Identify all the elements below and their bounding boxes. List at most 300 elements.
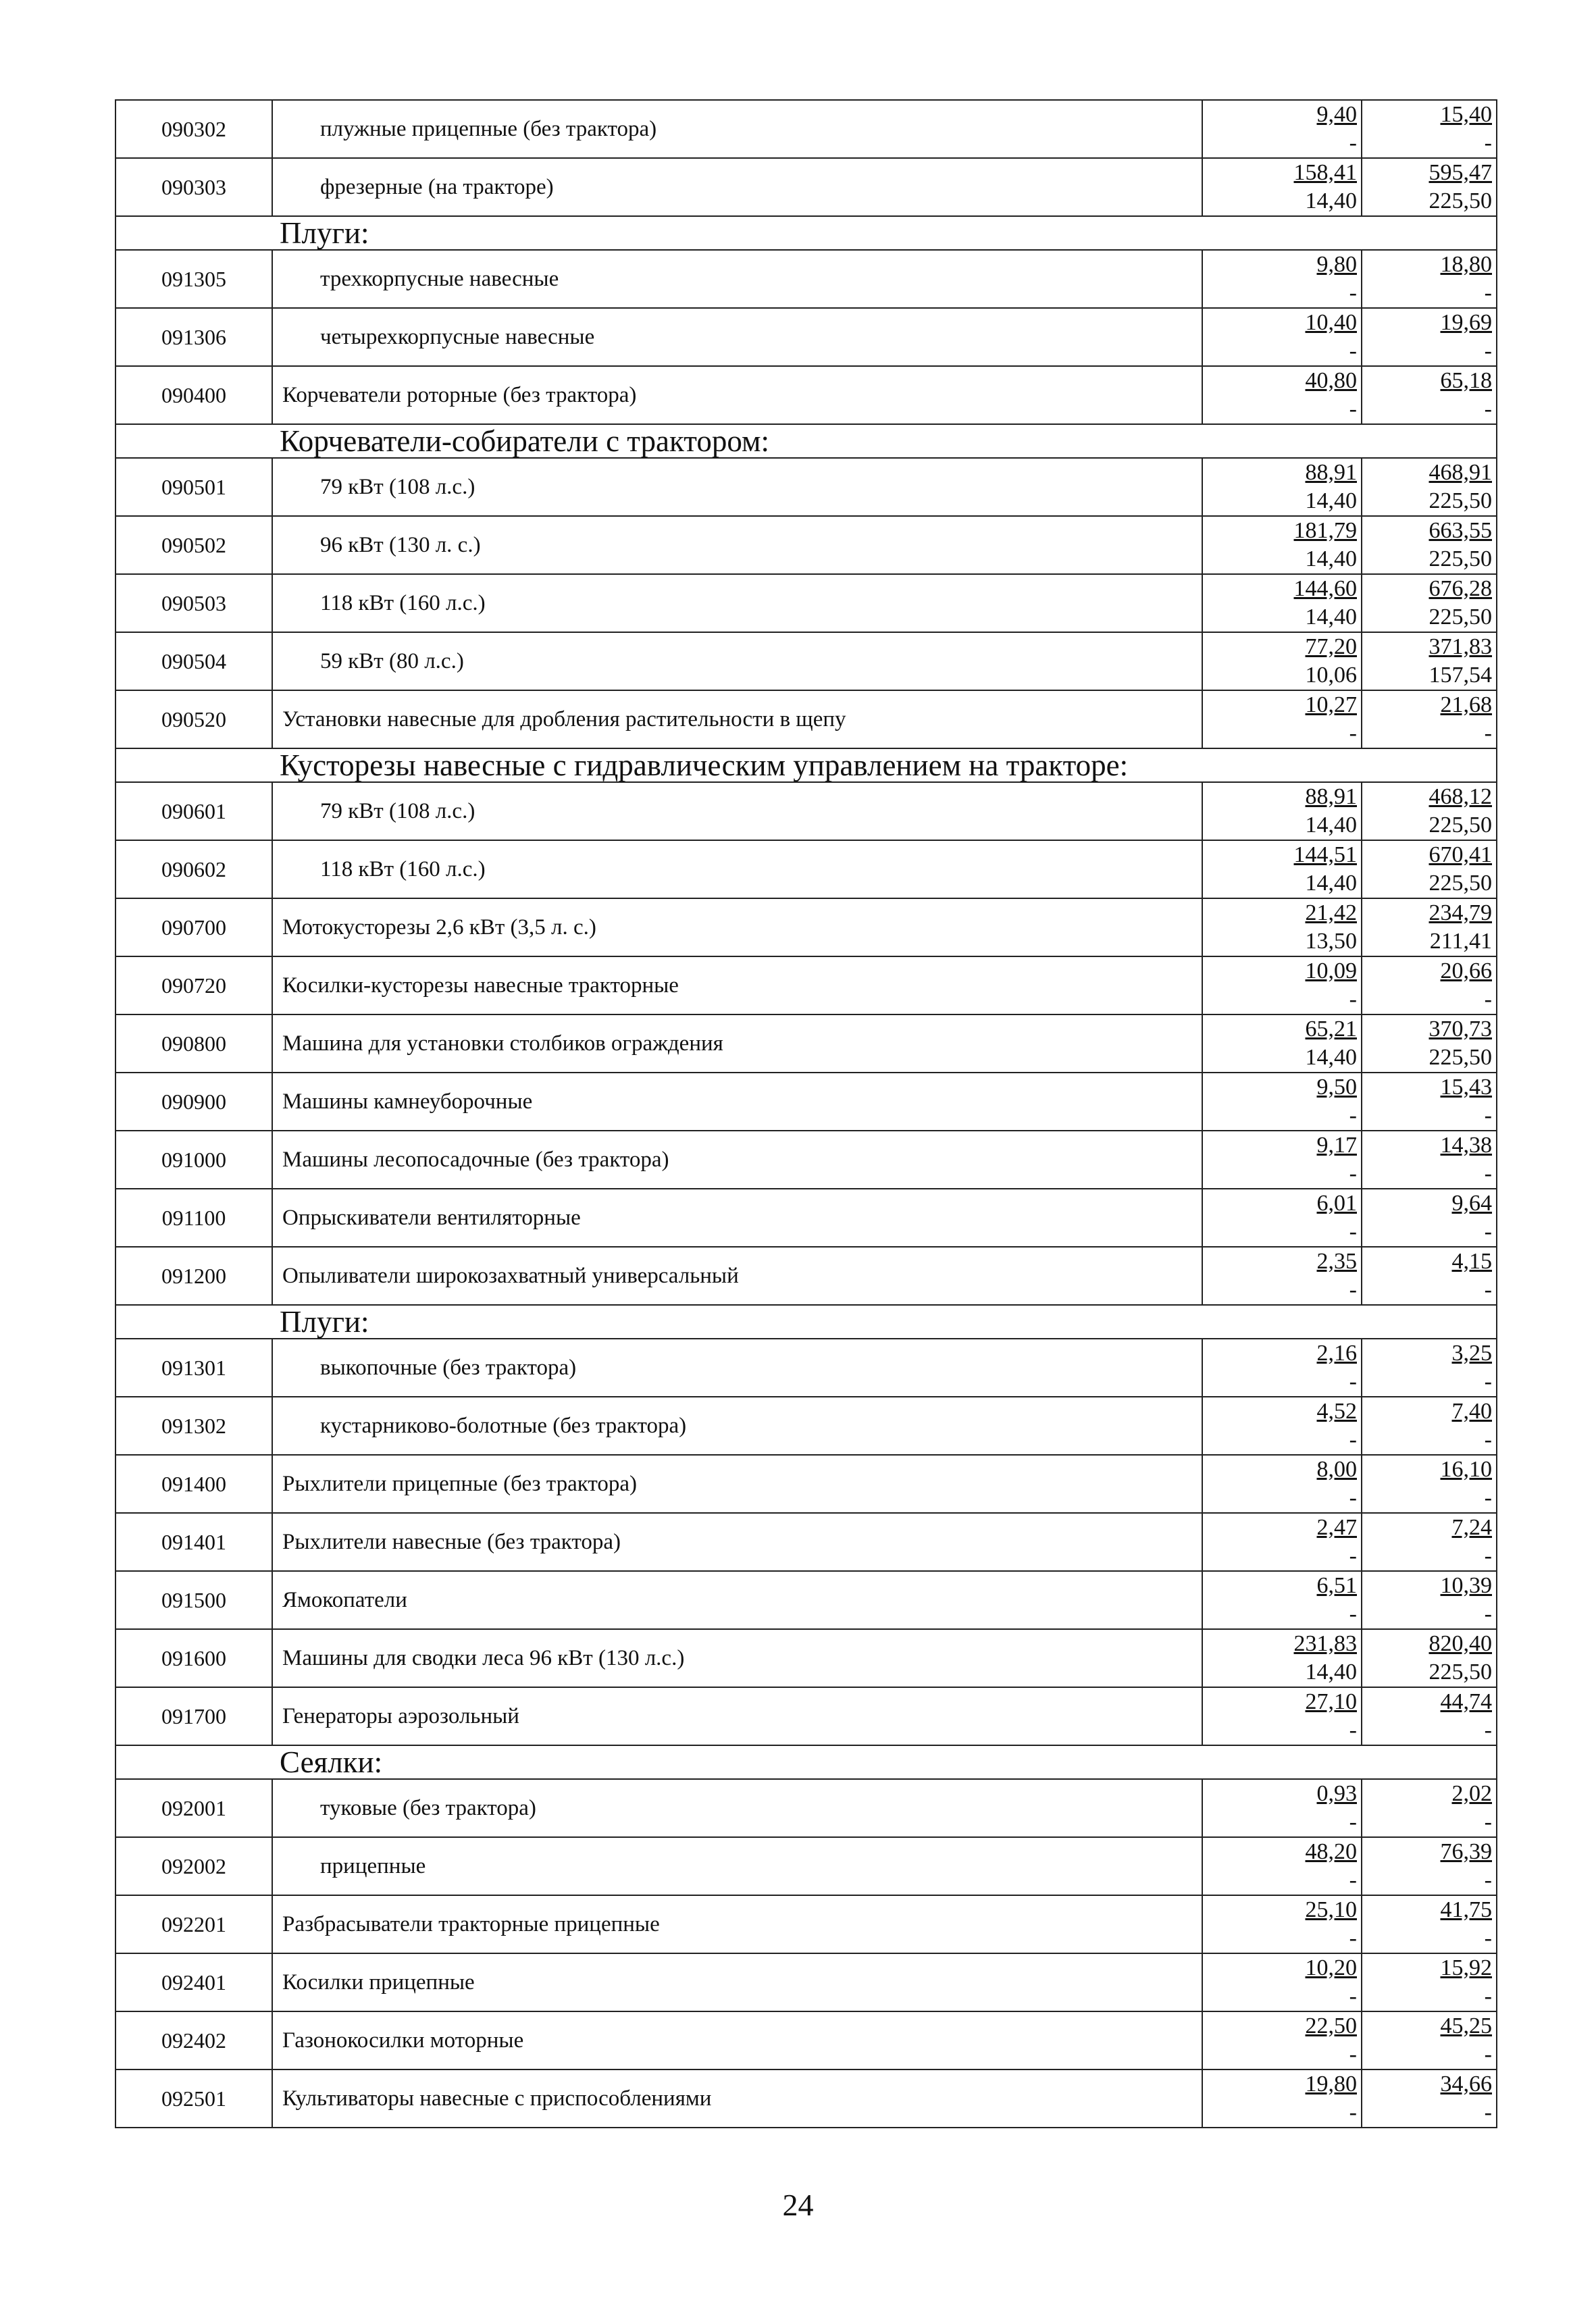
item-name: Рыхлители навесные (без трактора)	[272, 1513, 1202, 1571]
value-lower: -	[1349, 280, 1357, 305]
value-upper: 181,79	[1293, 518, 1357, 543]
rate-column-2	[1362, 366, 1497, 424]
value-upper: 468,12	[1428, 784, 1492, 809]
rate-column-1	[1202, 1189, 1362, 1247]
item-name: Машины лесопосадочные (без трактора)	[272, 1131, 1202, 1189]
page-number: 24	[782, 2188, 814, 2222]
section-header	[115, 1305, 1497, 1339]
value-lower: 225,50	[1428, 813, 1492, 838]
rate-column-1	[1202, 1455, 1362, 1513]
item-name: трехкорпусные навесные	[272, 250, 1202, 308]
item-code: 090520	[115, 690, 272, 748]
item-code: 090700	[115, 898, 272, 956]
value-lower: -	[1484, 1161, 1492, 1186]
item-code: 092501	[115, 2069, 272, 2128]
table-row	[115, 1953, 1497, 2011]
value-lower: 157,54	[1428, 663, 1492, 688]
value-upper: 16,10	[1440, 1457, 1492, 1482]
table-row	[115, 574, 1497, 632]
rate-column-2	[1362, 1455, 1497, 1513]
table-row	[115, 1189, 1497, 1247]
value-lower: -	[1484, 2100, 1492, 2125]
table-row	[115, 1779, 1497, 1837]
value-lower: -	[1484, 280, 1492, 305]
rate-column-1	[1202, 516, 1362, 574]
item-name: Установки навесные для дробления растительности в щепу	[272, 690, 1202, 748]
rate-column-1	[1202, 158, 1362, 216]
item-name: Машины камнеуборочные	[272, 1073, 1202, 1131]
table-row	[115, 158, 1497, 216]
value-upper: 14,38	[1440, 1133, 1492, 1158]
table-row	[115, 458, 1497, 516]
item-name: Культиваторы навесные с приспособлениями	[272, 2069, 1202, 2128]
value-lower: -	[1484, 1277, 1492, 1302]
item-code: 091100	[115, 1189, 272, 1247]
value-lower: 225,50	[1428, 1045, 1492, 1070]
rate-column-2	[1362, 458, 1497, 516]
value-upper: 65,18	[1440, 368, 1492, 393]
table-row	[115, 250, 1497, 308]
value-upper: 8,00	[1316, 1457, 1357, 1482]
rate-column-1	[1202, 1513, 1362, 1571]
rate-column-1	[1202, 632, 1362, 690]
value-upper: 9,17	[1316, 1133, 1357, 1158]
value-lower: -	[1484, 1926, 1492, 1951]
table-row	[115, 782, 1497, 840]
value-lower: -	[1484, 1601, 1492, 1626]
rate-column-2	[1362, 158, 1497, 216]
rate-column-1	[1202, 956, 1362, 1014]
item-name: 79 кВт (108 л.с.)	[272, 782, 1202, 840]
value-lower: -	[1349, 130, 1357, 155]
table-row	[115, 1687, 1497, 1745]
section-header-row	[115, 748, 1497, 782]
value-lower: 13,50	[1305, 929, 1357, 954]
item-code: 091401	[115, 1513, 272, 1571]
rate-column-2	[1362, 1895, 1497, 1953]
value-upper: 20,66	[1440, 958, 1492, 983]
rate-column-1	[1202, 1953, 1362, 2011]
value-upper: 234,79	[1428, 900, 1492, 925]
value-lower: -	[1349, 1277, 1357, 1302]
item-code: 090302	[115, 100, 272, 158]
value-upper: 88,91	[1305, 460, 1357, 485]
rate-column-1	[1202, 2011, 1362, 2069]
rate-column-2	[1362, 1779, 1497, 1837]
value-lower: -	[1484, 1427, 1492, 1452]
item-name: Косилки прицепные	[272, 1953, 1202, 2011]
item-name: кустарниково-болотные (без трактора)	[272, 1397, 1202, 1455]
section-title: Плуги:	[280, 1305, 369, 1339]
value-lower: -	[1349, 338, 1357, 363]
rate-column-1	[1202, 2069, 1362, 2128]
table-row	[115, 2069, 1497, 2128]
value-upper: 7,24	[1451, 1515, 1492, 1540]
value-upper: 19,80	[1305, 2072, 1357, 2097]
value-lower: -	[1484, 1103, 1492, 1128]
rate-column-1	[1202, 840, 1362, 898]
rate-column-1	[1202, 1687, 1362, 1745]
section-header	[115, 216, 1497, 250]
item-name: 59 кВт (80 л.с.)	[272, 632, 1202, 690]
table-row	[115, 516, 1497, 574]
value-upper: 3,25	[1451, 1341, 1492, 1366]
section-title: Кусторезы навесные с гидравлическим управлением на тракторе:	[280, 748, 1129, 782]
value-lower: -	[1349, 1427, 1357, 1452]
value-lower: 14,40	[1305, 488, 1357, 513]
value-lower: 211,41	[1429, 929, 1492, 954]
value-upper: 231,83	[1293, 1631, 1357, 1656]
value-lower: -	[1349, 2042, 1357, 2067]
section-header-row	[115, 424, 1497, 458]
value-lower: -	[1349, 1718, 1357, 1743]
value-upper: 15,40	[1440, 102, 1492, 127]
table-row	[115, 1455, 1497, 1513]
rate-column-2	[1362, 632, 1497, 690]
value-lower: -	[1349, 1219, 1357, 1244]
section-title: Корчеватели-собиратели с трактором:	[280, 424, 769, 458]
value-lower: 14,40	[1305, 188, 1357, 213]
price-table-body	[115, 100, 1497, 2128]
table-row	[115, 1629, 1497, 1687]
value-upper: 19,69	[1440, 310, 1492, 335]
value-lower: 225,50	[1428, 488, 1492, 513]
value-upper: 7,40	[1451, 1399, 1492, 1424]
section-title: Плуги:	[280, 216, 369, 250]
table-row	[115, 632, 1497, 690]
item-code: 091700	[115, 1687, 272, 1745]
price-table	[115, 99, 1497, 2128]
rate-column-1	[1202, 1895, 1362, 1953]
item-code: 091200	[115, 1247, 272, 1305]
value-lower: 14,40	[1305, 1660, 1357, 1685]
value-upper: 15,92	[1440, 1955, 1492, 1980]
value-upper: 9,64	[1451, 1191, 1492, 1216]
value-lower: -	[1484, 1485, 1492, 1510]
value-lower: 225,50	[1428, 871, 1492, 896]
item-name: выкопочные (без трактора)	[272, 1339, 1202, 1397]
table-row	[115, 898, 1497, 956]
value-lower: 14,40	[1305, 546, 1357, 571]
item-name: Мотокусторезы 2,6 кВт (3,5 л. с.)	[272, 898, 1202, 956]
value-lower: -	[1484, 1219, 1492, 1244]
item-name: 96 кВт (130 л. с.)	[272, 516, 1202, 574]
item-code: 091500	[115, 1571, 272, 1629]
item-code: 092002	[115, 1837, 272, 1895]
value-lower: -	[1484, 1543, 1492, 1568]
item-name: Генераторы аэрозольный	[272, 1687, 1202, 1745]
table-row	[115, 1837, 1497, 1895]
value-upper: 88,91	[1305, 784, 1357, 809]
value-upper: 10,39	[1440, 1573, 1492, 1598]
value-upper: 9,50	[1316, 1075, 1357, 1100]
value-upper: 2,35	[1316, 1249, 1357, 1274]
rate-column-1	[1202, 250, 1362, 308]
item-code: 091302	[115, 1397, 272, 1455]
item-code: 092001	[115, 1779, 272, 1837]
value-upper: 10,09	[1305, 958, 1357, 983]
value-lower: 225,50	[1428, 188, 1492, 213]
item-code: 090504	[115, 632, 272, 690]
rate-column-2	[1362, 1014, 1497, 1073]
rate-column-1	[1202, 100, 1362, 158]
item-code: 090400	[115, 366, 272, 424]
item-code: 090601	[115, 782, 272, 840]
item-name: Косилки-кусторезы навесные тракторные	[272, 956, 1202, 1014]
item-name: 118 кВт (160 л.с.)	[272, 840, 1202, 898]
value-lower: -	[1484, 1868, 1492, 1893]
value-upper: 0,93	[1316, 1781, 1357, 1806]
item-name: четырехкорпусные навесные	[272, 308, 1202, 366]
rate-column-2	[1362, 1629, 1497, 1687]
value-lower: -	[1349, 987, 1357, 1012]
value-upper: 21,42	[1305, 900, 1357, 925]
value-upper: 371,83	[1428, 634, 1492, 659]
value-lower: -	[1349, 721, 1357, 746]
item-code: 092201	[115, 1895, 272, 1953]
section-header-row	[115, 1305, 1497, 1339]
table-row	[115, 840, 1497, 898]
item-name: 118 кВт (160 л.с.)	[272, 574, 1202, 632]
rate-column-2	[1362, 840, 1497, 898]
value-lower: -	[1349, 1868, 1357, 1893]
value-upper: 158,41	[1293, 160, 1357, 185]
item-code: 091600	[115, 1629, 272, 1687]
item-code: 090720	[115, 956, 272, 1014]
item-name: Рыхлители прицепные (без трактора)	[272, 1455, 1202, 1513]
item-name: Опыливатели широкозахватный универсальный	[272, 1247, 1202, 1305]
item-name: Опрыскиватели вентиляторные	[272, 1189, 1202, 1247]
rate-column-1	[1202, 308, 1362, 366]
value-upper: 77,20	[1305, 634, 1357, 659]
value-lower: 14,40	[1305, 605, 1357, 629]
table-row	[115, 1073, 1497, 1131]
item-name: 79 кВт (108 л.с.)	[272, 458, 1202, 516]
table-row	[115, 100, 1497, 158]
table-row	[115, 1513, 1497, 1571]
value-lower: -	[1484, 721, 1492, 746]
item-name: Ямокопатели	[272, 1571, 1202, 1629]
value-upper: 65,21	[1305, 1017, 1357, 1042]
rate-column-2	[1362, 574, 1497, 632]
rate-column-1	[1202, 366, 1362, 424]
value-upper: 6,51	[1316, 1573, 1357, 1598]
item-code: 091305	[115, 250, 272, 308]
rate-column-2	[1362, 1189, 1497, 1247]
rate-column-2	[1362, 1687, 1497, 1745]
rate-column-2	[1362, 1397, 1497, 1455]
value-upper: 10,20	[1305, 1955, 1357, 1980]
rate-column-2	[1362, 100, 1497, 158]
value-upper: 48,20	[1305, 1839, 1357, 1864]
value-upper: 144,51	[1293, 842, 1357, 867]
value-lower: 14,40	[1305, 871, 1357, 896]
section-header	[115, 1745, 1497, 1779]
value-upper: 9,40	[1316, 102, 1357, 127]
value-lower: -	[1484, 987, 1492, 1012]
table-row	[115, 1397, 1497, 1455]
value-lower: -	[1484, 338, 1492, 363]
table-row	[115, 366, 1497, 424]
value-upper: 2,47	[1316, 1515, 1357, 1540]
value-lower: -	[1484, 396, 1492, 421]
item-code: 091400	[115, 1455, 272, 1513]
rate-column-1	[1202, 1571, 1362, 1629]
value-upper: 10,27	[1305, 692, 1357, 717]
table-row	[115, 690, 1497, 748]
rate-column-2	[1362, 1837, 1497, 1895]
value-lower: -	[1349, 1601, 1357, 1626]
rate-column-2	[1362, 516, 1497, 574]
rate-column-1	[1202, 1779, 1362, 1837]
value-upper: 4,15	[1451, 1249, 1492, 1274]
table-row	[115, 1339, 1497, 1397]
rate-column-1	[1202, 1339, 1362, 1397]
value-upper: 27,10	[1305, 1689, 1357, 1714]
item-name: туковые (без трактора)	[272, 1779, 1202, 1837]
section-header-row	[115, 1745, 1497, 1779]
rate-column-2	[1362, 1571, 1497, 1629]
value-upper: 370,73	[1428, 1017, 1492, 1042]
item-code: 092401	[115, 1953, 272, 2011]
item-code: 090501	[115, 458, 272, 516]
value-upper: 468,91	[1428, 460, 1492, 485]
section-title: Сеялки:	[280, 1745, 383, 1779]
item-code: 090503	[115, 574, 272, 632]
value-lower: 14,40	[1305, 1045, 1357, 1070]
rate-column-2	[1362, 1073, 1497, 1131]
rate-column-1	[1202, 1014, 1362, 1073]
rate-column-1	[1202, 782, 1362, 840]
item-code: 090303	[115, 158, 272, 216]
table-row	[115, 1895, 1497, 1953]
value-upper: 22,50	[1305, 2013, 1357, 2038]
value-upper: 676,28	[1428, 576, 1492, 601]
value-upper: 41,75	[1440, 1897, 1492, 1922]
item-name: фрезерные (на тракторе)	[272, 158, 1202, 216]
table-row	[115, 1571, 1497, 1629]
rate-column-1	[1202, 1397, 1362, 1455]
item-code: 091000	[115, 1131, 272, 1189]
item-name: Газонокосилки моторные	[272, 2011, 1202, 2069]
value-lower: -	[1349, 1369, 1357, 1394]
value-lower: -	[1349, 1543, 1357, 1568]
table-row	[115, 2011, 1497, 2069]
rate-column-1	[1202, 1837, 1362, 1895]
value-lower: -	[1484, 1809, 1492, 1834]
rate-column-1	[1202, 898, 1362, 956]
value-upper: 40,80	[1305, 368, 1357, 393]
rate-column-2	[1362, 956, 1497, 1014]
rate-column-2	[1362, 1247, 1497, 1305]
rate-column-2	[1362, 2069, 1497, 2128]
value-upper: 6,01	[1316, 1191, 1357, 1216]
value-lower: -	[1484, 130, 1492, 155]
value-upper: 18,80	[1440, 252, 1492, 277]
value-lower: -	[1349, 2100, 1357, 2125]
table-row	[115, 956, 1497, 1014]
item-name: Машина для установки столбиков ограждения	[272, 1014, 1202, 1073]
document-sheet	[115, 99, 1496, 2128]
value-upper: 15,43	[1440, 1075, 1492, 1100]
rate-column-2	[1362, 1513, 1497, 1571]
rate-column-2	[1362, 898, 1497, 956]
item-name: Корчеватели роторные (без трактора)	[272, 366, 1202, 424]
table-row	[115, 1247, 1497, 1305]
value-upper: 820,40	[1428, 1631, 1492, 1656]
value-upper: 670,41	[1428, 842, 1492, 867]
item-code: 090602	[115, 840, 272, 898]
rate-column-2	[1362, 1339, 1497, 1397]
value-lower: -	[1484, 1369, 1492, 1394]
item-name: Машины для сводки леса 96 кВт (130 л.с.)	[272, 1629, 1202, 1687]
rate-column-2	[1362, 690, 1497, 748]
item-name: Разбрасыватели тракторные прицепные	[272, 1895, 1202, 1953]
item-code: 091306	[115, 308, 272, 366]
value-upper: 21,68	[1440, 692, 1492, 717]
table-row	[115, 1131, 1497, 1189]
item-name: прицепные	[272, 1837, 1202, 1895]
rate-column-1	[1202, 1629, 1362, 1687]
item-code: 090900	[115, 1073, 272, 1131]
table-row	[115, 308, 1497, 366]
value-lower: 225,50	[1428, 605, 1492, 629]
value-lower: -	[1349, 1485, 1357, 1510]
value-lower: -	[1349, 1103, 1357, 1128]
section-header-row	[115, 216, 1497, 250]
value-lower: -	[1484, 2042, 1492, 2067]
rate-column-1	[1202, 1073, 1362, 1131]
value-lower: -	[1484, 1718, 1492, 1743]
value-lower: 225,50	[1428, 1660, 1492, 1685]
value-lower: -	[1349, 1984, 1357, 2009]
value-lower: -	[1349, 396, 1357, 421]
value-upper: 76,39	[1440, 1839, 1492, 1864]
rate-column-2	[1362, 250, 1497, 308]
value-lower: -	[1349, 1161, 1357, 1186]
item-code: 091301	[115, 1339, 272, 1397]
section-header	[115, 424, 1497, 458]
rate-column-1	[1202, 1247, 1362, 1305]
table-row	[115, 1014, 1497, 1073]
value-upper: 663,55	[1428, 518, 1492, 543]
rate-column-2	[1362, 2011, 1497, 2069]
rate-column-2	[1362, 782, 1497, 840]
value-upper: 2,16	[1316, 1341, 1357, 1366]
value-lower: 14,40	[1305, 813, 1357, 838]
value-lower: 225,50	[1428, 546, 1492, 571]
item-code: 090800	[115, 1014, 272, 1073]
value-upper: 25,10	[1305, 1897, 1357, 1922]
value-upper: 10,40	[1305, 310, 1357, 335]
value-upper: 4,52	[1316, 1399, 1357, 1424]
value-upper: 595,47	[1428, 160, 1492, 185]
section-header	[115, 748, 1497, 782]
rate-column-1	[1202, 1131, 1362, 1189]
rate-column-1	[1202, 574, 1362, 632]
item-code: 092402	[115, 2011, 272, 2069]
rate-column-2	[1362, 1131, 1497, 1189]
value-lower: -	[1349, 1926, 1357, 1951]
value-lower: -	[1484, 1984, 1492, 2009]
value-lower: 10,06	[1305, 663, 1357, 688]
value-upper: 45,25	[1440, 2013, 1492, 2038]
rate-column-2	[1362, 1953, 1497, 2011]
rate-column-2	[1362, 308, 1497, 366]
item-name: плужные прицепные (без трактора)	[272, 100, 1202, 158]
value-lower: -	[1349, 1809, 1357, 1834]
value-upper: 9,80	[1316, 252, 1357, 277]
